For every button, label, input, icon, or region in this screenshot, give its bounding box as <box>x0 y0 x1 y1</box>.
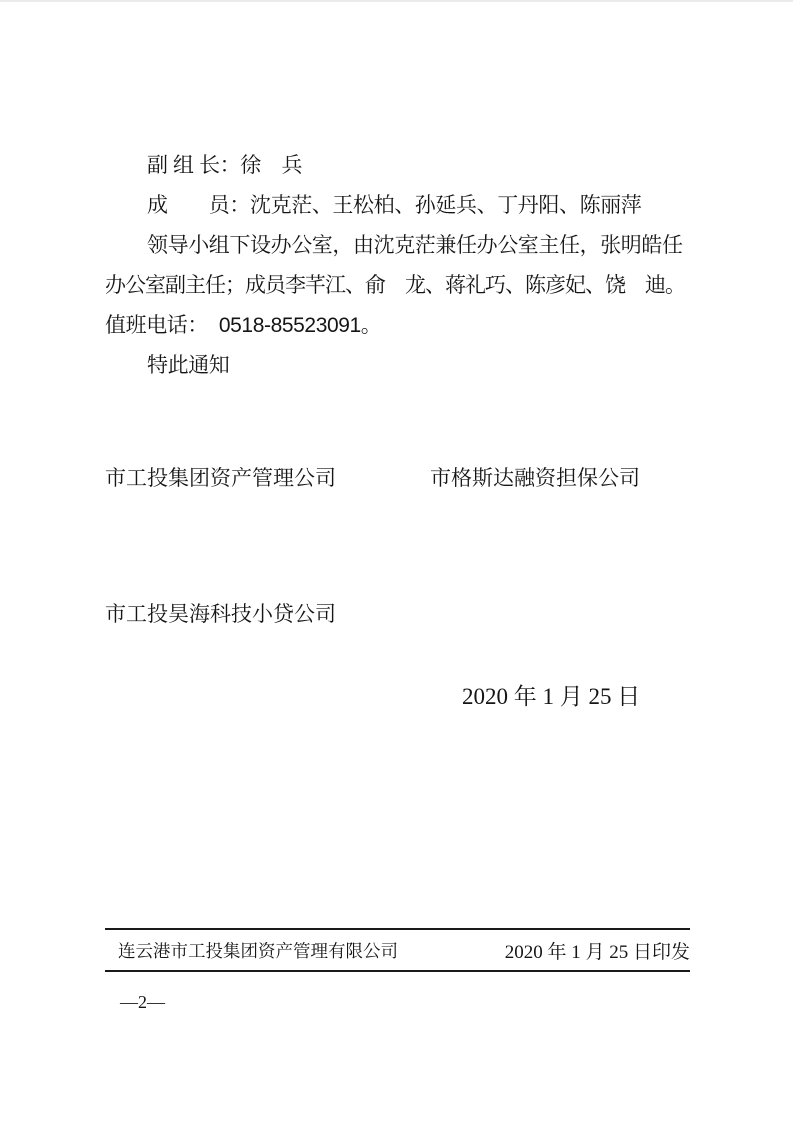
colophon <box>105 928 690 972</box>
scan-edge-artifact <box>0 0 793 2</box>
members-line: 成 员：沈克茫、王松柏、孙延兵、丁丹阳、陈丽萍 <box>147 194 642 217</box>
notice-closing-line: 特此通知 <box>147 354 230 377</box>
signoff-company-microloan: 市工投昊海科技小贷公司 <box>105 603 336 626</box>
colophon-print-date: 2020 年 1 月 25 日印发 <box>504 941 690 963</box>
signoff-row-1 <box>105 465 745 495</box>
deputy-leader-line: 副 组 长：徐 兵 <box>147 154 303 177</box>
page-number: —2— <box>120 992 165 1012</box>
office-setup-line-1: 领导小组下设办公室，由沈克茫兼任办公室主任，张明皓任 <box>147 234 683 257</box>
colophon-issuer: 连云港市工投集团资产管理有限公司 <box>118 940 398 961</box>
signoff-company-guarantee: 市格斯达融资担保公司 <box>430 467 640 490</box>
signoff-row-2 <box>105 601 745 631</box>
office-setup-line-2: 办公室副主任；成员李芊江、俞 龙、蒋礼巧、陈彦妃、饶 迪。 <box>105 274 685 297</box>
duty-phone-line: 值班电话： 0518-85523091。 <box>105 314 382 337</box>
issue-date: 2020 年 1 月 25 日 <box>462 684 641 709</box>
notice-body <box>105 146 705 386</box>
signoff-company-asset-management: 市工投集团资产管理公司 <box>105 467 336 490</box>
